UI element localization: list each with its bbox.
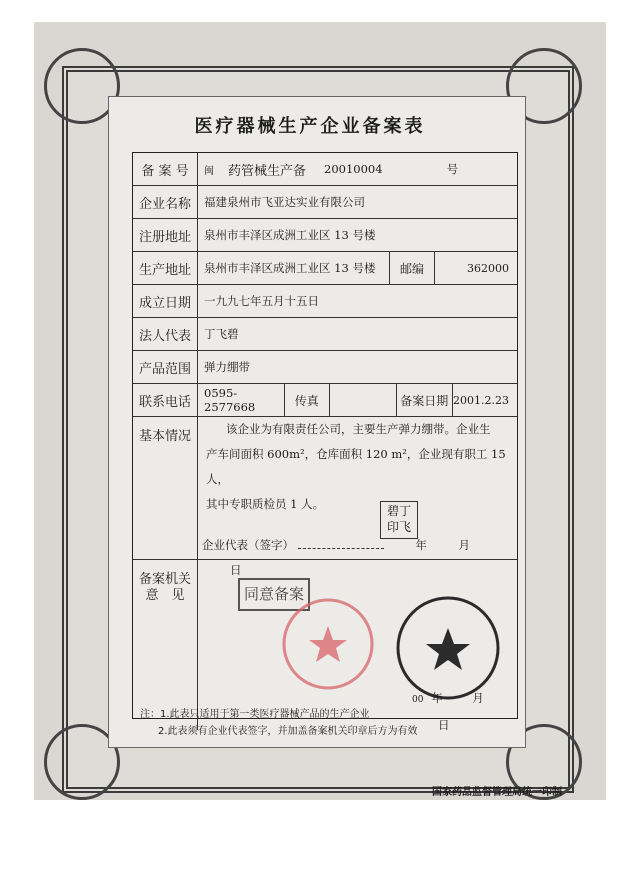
legal-rep-seal: 碧丁印飞 <box>380 501 418 539</box>
label-filing-no: 备 案 号 <box>133 153 198 185</box>
row-legal-rep <box>133 318 517 351</box>
value-filing-no <box>198 153 517 185</box>
row-contact <box>133 384 517 417</box>
label-established-date: 成立日期 <box>133 285 198 317</box>
label-postcode: 邮编 <box>389 252 435 284</box>
label-legal-rep: 法人代表 <box>133 318 198 350</box>
row-filing-no <box>133 153 517 186</box>
basic-info-line-1: 该企业为有限责任公司，主要生产弹力绷带。企业生 <box>226 422 491 436</box>
red-company-seal <box>280 596 376 692</box>
label-filing-date: 备案日期 <box>396 384 453 416</box>
label-basic-info: 基本情况 <box>133 417 198 567</box>
label-registered-address: 注册地址 <box>133 219 198 251</box>
note-2: 2.此表须有企业代表签字，并加盖备案机关印章后方为有效 <box>158 726 418 737</box>
filing-type: 药管械生产备 <box>228 163 307 179</box>
label-contact: 联系电话 <box>133 384 198 416</box>
label-opinion: 备案机关 意 见 <box>133 560 198 730</box>
approval-stamp: 同意备案 <box>238 578 310 611</box>
value-filing-date: 2001.2.23 <box>453 393 509 407</box>
value-registered-address: 泉州市丰泽区成洲工业区 13 号楼 <box>204 228 376 242</box>
row-established-date <box>133 285 517 318</box>
value-company-name: 福建泉州市飞亚达实业有限公司 <box>204 195 365 209</box>
filing-prefix: 闽 <box>204 165 214 177</box>
basic-info-line-3: 其中专职质检员 1 人。 <box>206 497 325 511</box>
filing-suffix: 号 <box>446 162 459 176</box>
label-production-address: 生产地址 <box>133 252 198 284</box>
value-product-scope: 弹力绷带 <box>204 360 250 374</box>
basic-info-body <box>198 417 517 577</box>
footer-printer: 国家药品监督管理局统一印制 <box>432 787 562 798</box>
value-legal-rep: 丁飞碧 <box>204 327 239 341</box>
value-phone: 0595-2577668 <box>204 386 256 414</box>
page-title: 医疗器械生产企业备案表 <box>194 116 426 137</box>
opinion-body <box>198 560 517 732</box>
row-production-address <box>133 252 517 285</box>
basic-info-line-2: 产车间面积 600m²，仓库面积 120 m²，企业现有职工 15 人， <box>206 447 506 486</box>
label-product-scope: 产品范围 <box>133 351 198 383</box>
value-production-address: 泉州市丰泽区成洲工业区 13 号楼 <box>204 261 376 275</box>
row-registered-address <box>133 219 517 252</box>
opinion-date: 00 年 月 日 <box>412 691 484 732</box>
label-company-name: 企业名称 <box>133 186 198 218</box>
row-basic-info <box>133 417 517 577</box>
signature-line: 企业代表（签字） 年 月 日 <box>202 538 470 577</box>
label-fax: 传真 <box>284 384 330 416</box>
row-product-scope <box>133 351 517 384</box>
value-postcode: 362000 <box>467 261 509 275</box>
filing-number: 20010004 <box>324 162 383 176</box>
note-1: 注：1.此表只适用于第一类医疗器械产品的生产企业 <box>140 709 370 720</box>
value-established-date: 一九九七年五月十五日 <box>204 294 319 308</box>
row-company-name <box>133 186 517 219</box>
value-fax <box>330 384 396 416</box>
notes <box>140 706 418 740</box>
